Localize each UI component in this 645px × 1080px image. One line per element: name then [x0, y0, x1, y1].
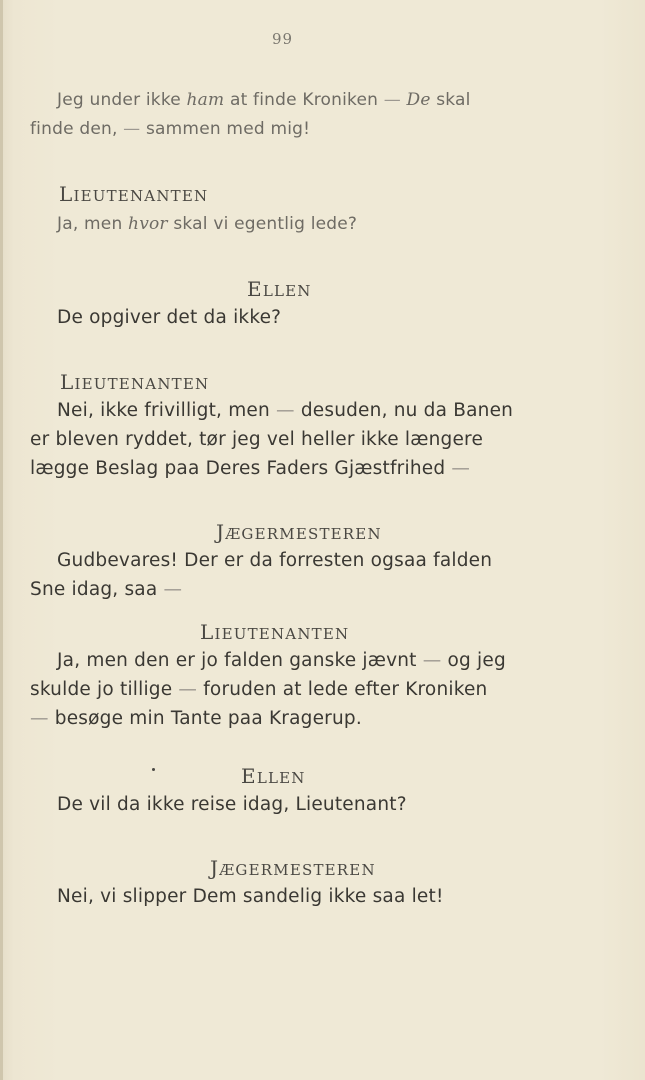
text-line: — besøge min Tante paa Kragerup. [30, 708, 362, 729]
text-line: Nei, ikke frivilligt, men — desuden, nu da Banen [57, 400, 514, 421]
text-line: Jeg under ikke ham at finde Kroniken — De skal [57, 90, 471, 110]
text-line: lægge Beslag paa Deres Faders Gjæstfrihed — [30, 458, 471, 479]
binding-edge [0, 0, 3, 1080]
speaker-name: ELLEN [241, 764, 306, 788]
speaker-name: LIEUTENANTEN [200, 620, 350, 644]
speech-ellen-2 [30, 764, 550, 819]
text-line: er bleven ryddet, tør jeg vel heller ikke længere [30, 429, 484, 450]
text-line: De vil da ikke reise idag, Lieutenant? [57, 794, 407, 815]
speech-lieutenant-2 [30, 370, 550, 483]
text-line: skulde jo tillige — foruden at lede efter Kroniken [30, 679, 488, 700]
speaker-name: ELLEN [247, 277, 312, 301]
speech-lieutenant-1 [30, 182, 550, 239]
opening-speech [30, 86, 550, 144]
speaker-name: JÆGERMESTEREN [216, 520, 382, 544]
speaker-name: JÆGERMESTEREN [210, 856, 376, 880]
text-line: finde den, — sammen med mig! [30, 119, 311, 139]
speech-ellen-1 [30, 277, 550, 332]
speech-jaegermester-1 [30, 520, 550, 604]
speaker-name: LIEUTENANTEN [59, 182, 209, 206]
text-line: Gudbevares! Der er da forresten ogsaa falden [57, 550, 493, 571]
text-line: Nei, vi slipper Dem sandelig ikke saa let! [57, 886, 444, 907]
text-line: Sne idag, saa — [30, 579, 183, 600]
page-number: 99 [271, 30, 294, 48]
text-line: Ja, men den er jo falden ganske jævnt — og jeg [57, 650, 506, 671]
text-line: Ja, men hvor skal vi egentlig lede? [57, 214, 358, 234]
speech-lieutenant-3 [30, 620, 550, 733]
speech-jaegermester-2 [30, 856, 550, 911]
speaker-name: LIEUTENANTEN [60, 370, 210, 394]
text-line: De opgiver det da ikke? [57, 307, 282, 328]
